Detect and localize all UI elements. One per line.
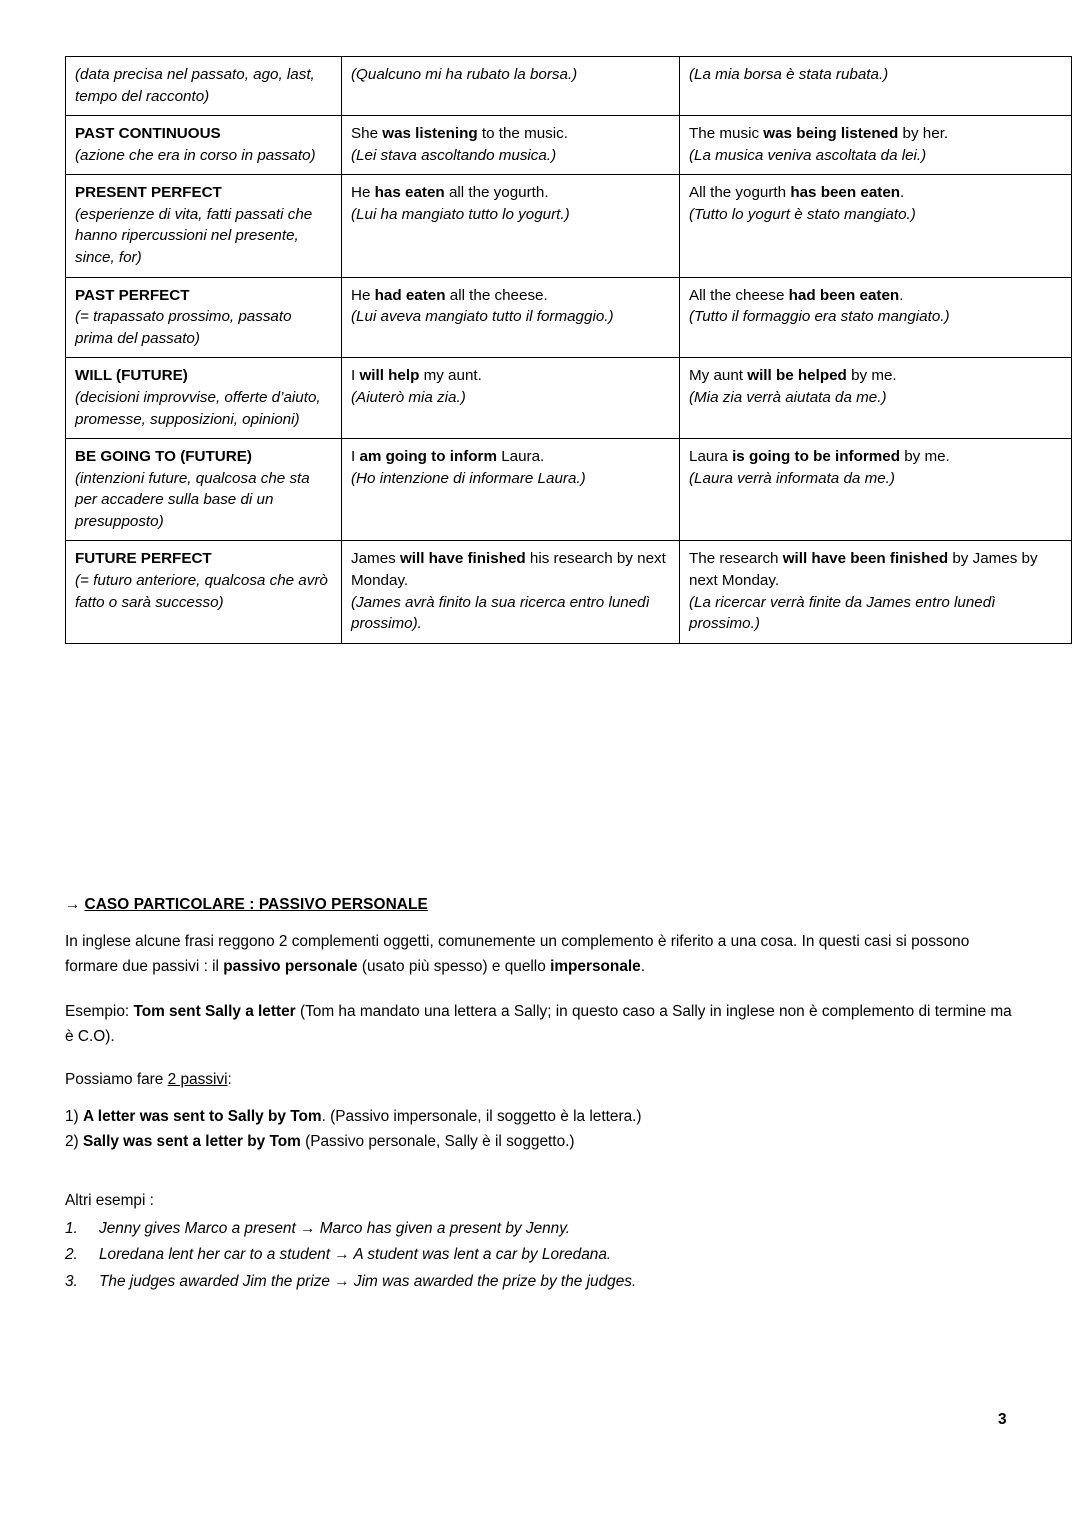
passive-sentence-it: (Mia zia verrà aiutata da me.) [689,388,887,406]
tense-description: (= futuro anteriore, qualcosa che avrò fatto o sarà successo) [75,571,328,611]
tense-description: (azione che era in corso in passato) [75,146,316,164]
active-sentence-it: (Qualcuno mi ha rubato la borsa.) [351,66,578,83]
example-text: The judges awarded Jim the prize → Jim was awarded the prize by the judges. [99,1272,637,1290]
arrow-right-icon: → [65,896,81,913]
table-row [66,116,1072,175]
passive-sentence-en: Laura is going to be informed by me. [689,448,950,466]
paragraph-example: Esempio: Tom sent Sally a letter (Tom ha mandato una lettera a Sally; in questo caso a Sally in inglese non è complemento di termine ma è C.O). [65,1003,1012,1045]
passive-sentence-en: All the yogurth has been eaten. [689,184,905,202]
tense-description: (data precisa nel passato, ago, last, tempo del racconto) [75,66,315,105]
passive-sentence-it: (La musica veniva ascoltata da lei.) [689,146,927,164]
table-row [66,358,1072,439]
passive-sentence-it: (Tutto il formaggio era stato mangiato.) [689,308,950,326]
active-sentence-it: (Aiuterò mia zia.) [351,388,466,406]
passive-sentence-en: My aunt will be helped by me. [689,367,897,385]
cell-active-form [342,439,680,541]
example-number: 1. [65,1220,78,1237]
active-sentence-en: He has eaten all the yogurth. [351,184,549,202]
example-text: Jenny gives Marco a present → Marco has given a present by Jenny. [99,1220,571,1237]
tenses-passive-table [65,56,1072,644]
cell-passive-form [680,541,1072,643]
tense-name: PAST PERFECT [75,286,190,304]
cell-active-form [342,175,680,277]
passive-sentence-en: The research will have been finished by James by next Monday. [689,550,1038,589]
cell-passive-form [680,358,1072,439]
cell-tense [66,439,342,541]
tense-name: BE GOING TO (FUTURE) [75,448,252,466]
tense-name: PAST CONTINUOUS [75,125,221,143]
active-sentence-en: She was listening to the music. [351,125,568,143]
tense-description: (intenzioni future, qualcosa che sta per accadere sulla base di un presupposto) [75,469,310,530]
active-sentence-it: (Lui ha mangiato tutto lo yogurt.) [351,205,570,223]
cell-tense [66,277,342,358]
table-row [66,277,1072,358]
passive-sentence-it: (Laura verrà informata da me.) [689,469,895,487]
section-heading [65,896,428,914]
cell-passive-form [680,439,1072,541]
cell-active-form [342,541,680,643]
due-passivi-underline: 2 passivi [167,1071,228,1088]
cell-tense [66,116,342,175]
cell-passive-form [680,116,1072,175]
active-sentence-en: I am going to inform Laura. [351,448,545,466]
passive-sentence-en: The music was being listened by her. [689,125,949,143]
cell-passive-form [680,175,1072,277]
passive-example-item: 2) Sally was sent a letter by Tom (Passivo personale, Sally è il soggetto.) [65,1132,575,1150]
example-text: Loredana lent her car to a student → A student was lent a car by Loredana. [99,1246,612,1264]
example-number: 2. [65,1246,78,1264]
example-item [65,1216,1015,1242]
example-item [65,1242,1015,1268]
active-sentence-it: (Lei stava ascoltando musica.) [351,146,557,164]
table-row [66,541,1072,643]
active-sentence-en: James will have finished his research by next Monday. [351,550,666,589]
cell-tense [66,541,342,643]
cell-active-form [342,57,680,116]
paragraph-possiamo-fare: Possiamo fare 2 passivi: [65,1071,232,1088]
passive-sentence-en: All the cheese had been eaten. [689,286,904,304]
table-row [66,57,1072,116]
active-sentence-it: (James avrà finito la sua ricerca entro lunedì prossimo). [351,593,650,633]
cell-tense [66,358,342,439]
example-item [65,1269,1015,1295]
page-number: 3 [998,1411,1007,1428]
passive-examples-list [65,1105,1015,1155]
cell-active-form [342,277,680,358]
altri-esempi-label: Altri esempi : [65,1192,154,1209]
tense-description: (esperienze di vita, fatti passati che hanno ripercussioni nel presente, since, for) [75,205,313,267]
table-row [66,439,1072,541]
cell-active-form [342,358,680,439]
active-sentence-it: (Ho intenzione di informare Laura.) [351,469,586,487]
passive-sentence-it: (La mia borsa è stata rubata.) [689,66,889,83]
tense-name: FUTURE PERFECT [75,550,212,568]
paragraph-intro: In inglese alcune frasi reggono 2 complementi oggetti, comunemente un complemento è riferito a una cosa. In questi casi si possono formare due passivi : il passivo personale (usato più spesso) e quello impersonale. [65,933,970,975]
cell-passive-form [680,57,1072,116]
active-sentence-it: (Lui aveva mangiato tutto il formaggio.) [351,308,614,326]
active-sentence-en: I will help my aunt. [351,367,482,385]
tense-name: WILL (FUTURE) [75,367,188,385]
tense-description: (decisioni improvvise, offerte d’aiuto, promesse, supposizioni, opinioni) [75,388,321,428]
table-row [66,175,1072,277]
cell-active-form [342,116,680,175]
example-number: 3. [65,1272,78,1290]
numbered-examples-list [65,1216,1015,1295]
table-body [66,57,1072,644]
section-heading-text: CASO PARTICOLARE : PASSIVO PERSONALE [84,896,428,913]
passive-sentence-it: (Tutto lo yogurt è stato mangiato.) [689,205,916,223]
tense-name: PRESENT PERFECT [75,184,222,202]
cell-tense [66,175,342,277]
passive-example-item: 1) A letter was sent to Sally by Tom. (Passivo impersonale, il soggetto è la lettera.) [65,1108,642,1125]
cell-tense [66,57,342,116]
tense-description: (= trapassato prossimo, passato prima del passato) [75,308,292,347]
cell-passive-form [680,277,1072,358]
passive-sentence-it: (La ricercar verrà finite da James entro lunedì prossimo.) [689,593,996,633]
active-sentence-en: He had eaten all the cheese. [351,286,548,304]
